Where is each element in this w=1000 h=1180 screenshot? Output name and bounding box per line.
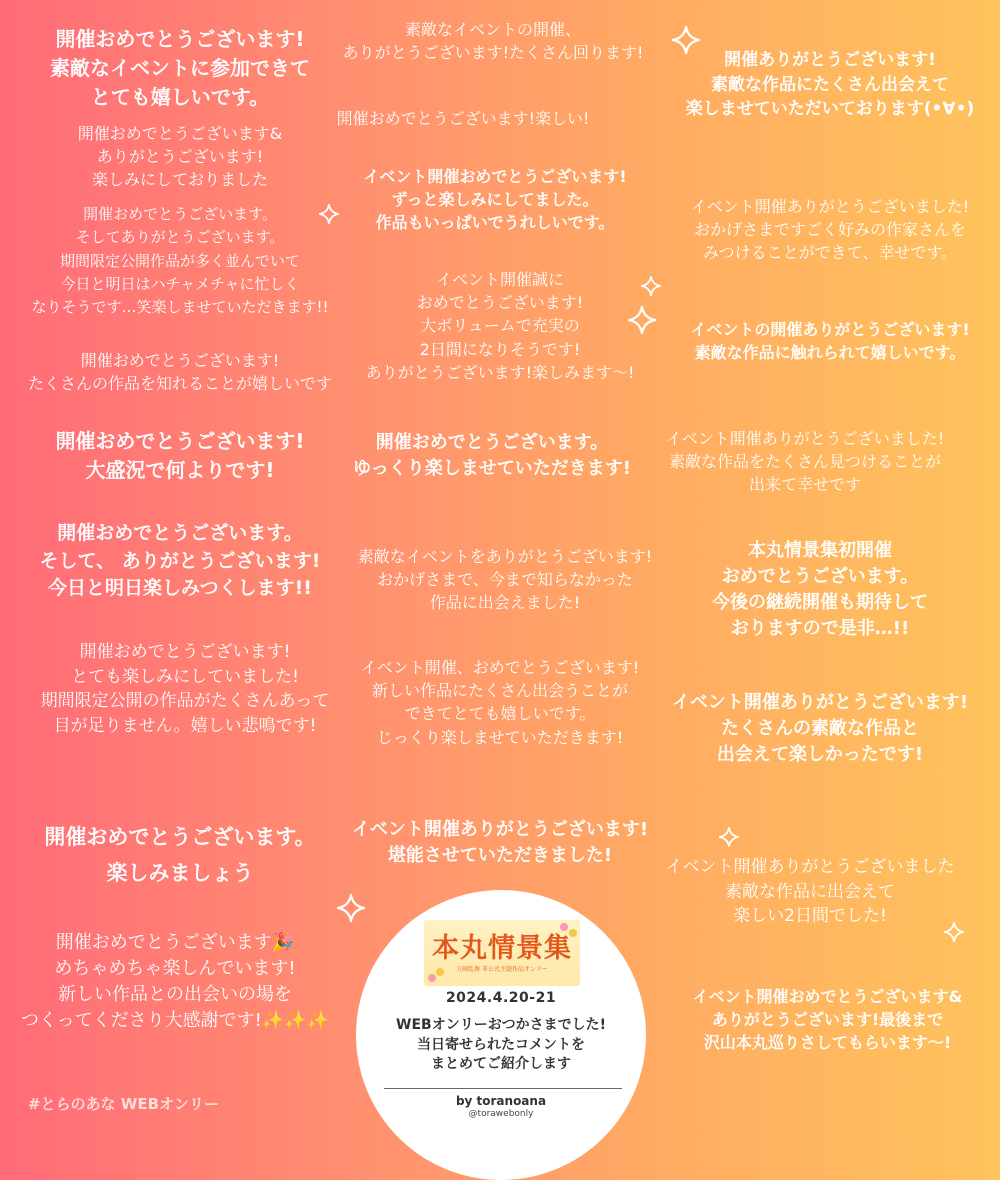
comment-12: イベント開催おめでとうございます! ずっと楽しみにしてました。 作品もいっぱいでうれしいです。	[363, 167, 627, 233]
comment-15: 素敵なイベントをありがとうございます! おかげさまで、今まで知らなかった 作品に出会えました!	[357, 547, 653, 613]
comment-5: 開催おめでとうございます! 大盛況で何よりです!	[55, 429, 305, 482]
comment-20: イベントの開催ありがとうございます! 素敵な作品に触れられて嬉しいです。	[690, 320, 970, 363]
comment-24: イベント開催ありがとうございました 素敵な作品に出会えて 楽しい2日間でした!	[665, 857, 955, 927]
comment-8: 開催おめでとうございます。 楽しみましょう	[44, 825, 316, 885]
flower-icon	[428, 974, 436, 982]
twitter-handle[interactable]: @torawebonly	[468, 1109, 534, 1119]
sparkle-icon	[628, 306, 656, 334]
divider	[384, 1088, 622, 1089]
comment-17: イベント開催ありがとうございます! 堪能させていただきました!	[351, 819, 649, 867]
by-line: by toranoana	[455, 1094, 547, 1108]
sparkle-icon	[337, 894, 365, 922]
event-date: 2024.4.20-21	[445, 990, 557, 1006]
comment-21: イベント開催ありがとうございました! 素敵な作品をたくさん見つけることが 出来て幸せです	[665, 429, 945, 495]
comment-2: 開催おめでとうございます& ありがとうございます! 楽しみにしておりました	[77, 124, 283, 190]
sparkle-icon	[719, 827, 739, 847]
comment-16: イベント開催、おめでとうございます! 新しい作品にたくさん出会うことが できてとても嬉しいです。 じっくり楽しませていただきます!	[360, 658, 640, 747]
comment-19: イベント開催ありがとうございました! おかげさまですごく好みの作家さんを みつけることができて、幸せです。	[690, 197, 970, 263]
comment-25: イベント開催おめでとうございます& ありがとうございます!最後まで 沢山本丸巡りさしてもらいます〜!	[692, 987, 963, 1053]
sparkle-icon	[641, 276, 661, 296]
comment-4: 開催おめでとうございます! たくさんの作品を知れることが嬉しいです	[27, 351, 332, 394]
comment-1: 開催おめでとうございます! 素敵なイベントに参加できて とても嬉しいです。	[50, 27, 310, 109]
comment-14: 開催おめでとうございます。 ゆっくり楽しませていただきます!	[352, 432, 632, 480]
comment-22: 本丸情景集初開催 おめでとうございます。 今後の継続開催も期待して おりますので是非…!!	[712, 540, 928, 640]
comment-23: イベント開催ありがとうございます! たくさんの素敵な作品と 出会えて楽しかったです!	[671, 692, 969, 766]
comment-7: 開催おめでとうございます! とても楽しみにしていました! 期間限定公開の作品がたくさんあって 目が足りません。嬉しい悲鳴です!	[40, 642, 330, 736]
comment-3: 開催おめでとうございます。 そしてありがとうございます。 期間限定公開作品が多く並んでいて 今日と明日はハチャメチャに忙しく なりそうです…笑楽しませていただきます!!	[31, 205, 329, 316]
comment-18: 開催ありがとうございます! 素敵な作品にたくさん出会えて 楽しませていただいております(•∀•)	[685, 50, 975, 120]
comment-6: 開催おめでとうございます。 そして、 ありがとうございます! 今日と明日楽しみつくします!!	[39, 522, 321, 600]
comment-9: 開催おめでとうございます🎉 めちゃめちゃ楽しんでいます! 新しい作品との出会いの場を つくってくださり大感謝です!✨✨✨	[20, 932, 330, 1032]
event-message: WEBオンリーおつかさまでした! 当日寄せられたコメントを まとめてご紹介します	[396, 1017, 606, 1073]
event-logo	[424, 920, 580, 986]
sparkle-icon	[944, 922, 964, 942]
comment-13: イベント開催誠に おめでとうございます! 大ボリュームで充実の 2日間になりそうです! ありがとうございます!楽しみます〜!	[365, 270, 635, 382]
sparkle-icon	[672, 26, 700, 54]
logo-subtitle: 刀剣乱舞 非公式主題作品オンリー	[456, 966, 548, 973]
logo-title: 本丸情景集	[432, 933, 572, 964]
footer-hashtag: #とらのあな WEBオンリー	[28, 1095, 220, 1113]
comment-10: 素敵なイベントの開催、 ありがとうございます!たくさん回ります!	[342, 20, 644, 63]
comment-11: 開催おめでとうございます!楽しい!	[336, 109, 590, 128]
sparkle-icon	[319, 204, 339, 224]
